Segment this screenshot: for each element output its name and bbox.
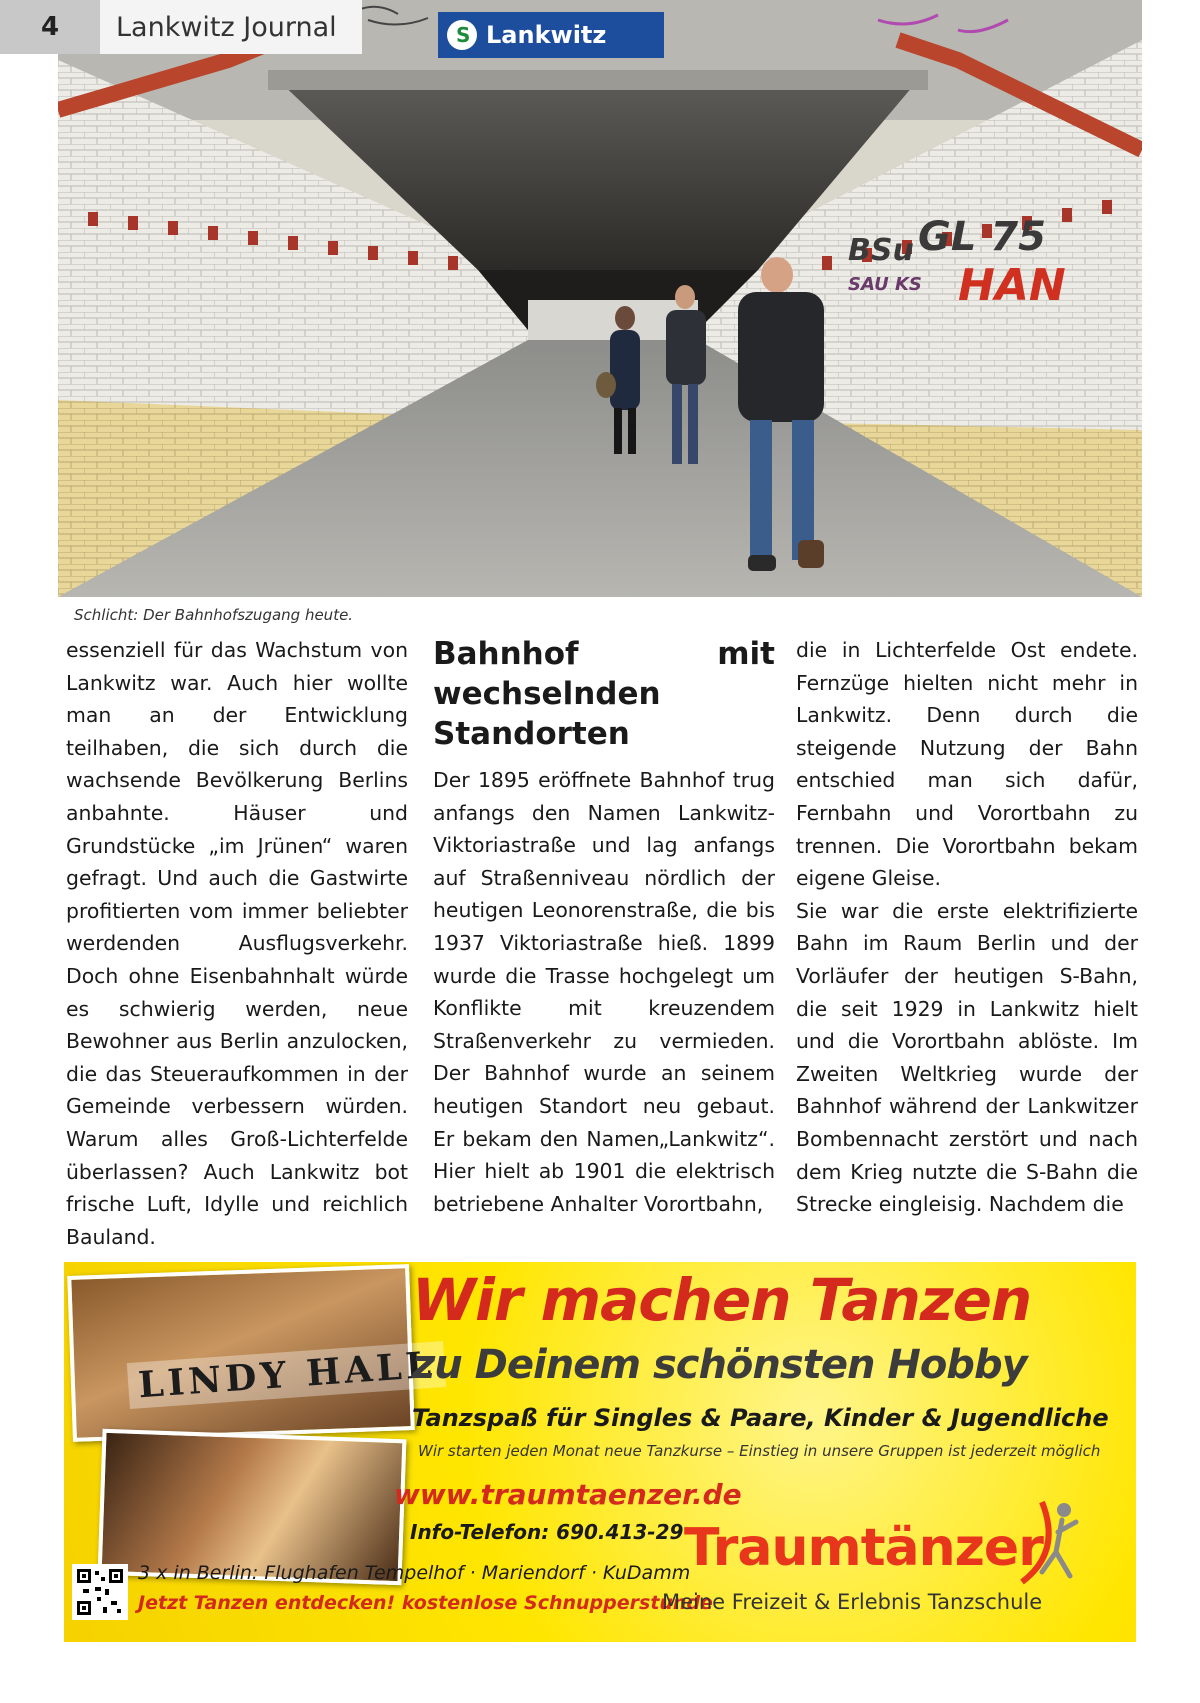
ad-tagline: Tanzspaß für Singles & Paare, Kinder & Jugendliche xyxy=(412,1404,1109,1432)
ad-info-text: Wir starten jeden Monat neue Tanzkurse – Einstieg in unsere Gruppen ist jederzeit möglich xyxy=(418,1442,1101,1460)
ad-locations: 3 x in Berlin: Flughafen Tempelhof · Mariendorf · KuDamm xyxy=(138,1562,691,1584)
station-sign: Lankwitz xyxy=(486,21,607,49)
ad-subheadline: zu Deinem schönsten Hobby xyxy=(412,1342,1027,1388)
traumtaenzer-slogan: Meine Freizeit & Erlebnis Tanzschule xyxy=(662,1590,1043,1614)
svg-text:BSu: BSu xyxy=(848,233,914,268)
svg-text:HAN: HAN xyxy=(958,260,1066,311)
dance-school-ad xyxy=(64,1262,1136,1642)
ad-call-to-action: Jetzt Tanzen entdecken! kostenlose Schnupperstunde xyxy=(138,1592,713,1614)
lindy-hall-logo: LINDY HALL xyxy=(127,1341,447,1409)
ad-phone: Info-Telefon: 690.413-29 xyxy=(410,1520,684,1544)
article-paragraph: Sie war die erste elektrifizierte Bahn im Raum Berlin und der Vorläufer der heutigen S-Bahn, die seit 1929 in Lankwitz hielt und die Vorortbahn ablöste. Im Zweiten Weltkrieg wurde der Bahnhof während der Lankwitzer Bombennacht zerstört und nach dem Krieg nutzte die S-Bahn die Strecke eingleisig. Nachdem die xyxy=(796,898,1138,1217)
qr-code-icon xyxy=(72,1564,128,1620)
photo-caption: Schlicht: Der Bahnhofszugang heute. xyxy=(74,606,354,624)
traumtaenzer-logo: Traumtänzer xyxy=(684,1518,1043,1578)
svg-text:S: S xyxy=(456,23,471,47)
section-heading: Bahnhof mit wechselnden Standorten xyxy=(433,636,775,752)
svg-text:GL 75: GL 75 xyxy=(918,214,1046,260)
article-column-2 xyxy=(433,634,775,1220)
article-paragraph: Der 1895 eröffnete Bahnhof trug anfangs den Namen Lankwitz-Viktoriastraße und lag anfangs auf Straßenniveau nördlich der heutigen Leonorenstraße, die bis 1937 Viktoriastraße hieß. 1899 wurde die Trasse hochgelegt um Konflikte mit kreuzendem Straßenverkehr zu vermieden. Der Bahnhof wurde an seinem heutigen Standort neu gebaut. Er bekam den Namen„Lankwitz“. Hier hielt ab 1901 die elektrisch betriebene Anhalter Vorortbahn, xyxy=(433,768,775,1216)
article-paragraph: essenziell für das Wachstum von Lankwitz war. Auch hier wollte man an der Entwicklung teilhaben, die sich durch die wachsende Bevölkerung Berlins anbahnte. Häuser und Grundstücke „im Jrünen“ waren gefragt. Und auch die Gastwirte profitierten vom immer beliebter werdenden Ausflugsverkehr. Doch ohne Eisenbahnhalt würde es schwierig werden, neue Bewohner aus Berlin anzulocken, die das Steueraufkommen in der Gemeinde verbessern würden. Warum alles Groß-Lichterfelde überlassen? Auch Lankwitz bot frische Luft, Idylle und reichlich Bauland. xyxy=(66,638,408,1249)
article-paragraph: die in Lichterfelde Ost endete. Fernzüge hielten nicht mehr in Lankwitz. Denn durch die steigende Nutzung der Bahn entschied man sich dafür, Fernbahn und Vorortbahn zu trennen. Die Vorortbahn bekam eigene Gleise. xyxy=(796,638,1138,891)
svg-text:SAU KS: SAU KS xyxy=(848,274,922,295)
journal-title: Lankwitz Journal xyxy=(100,0,362,54)
ad-website-link[interactable]: www.traumtaenzer.de xyxy=(394,1478,742,1511)
underpass-photo xyxy=(58,0,1142,597)
article-column-1 xyxy=(66,634,408,1253)
page-number: 4 xyxy=(0,0,100,54)
article-column-3 xyxy=(796,634,1138,1221)
ad-headline: Wir machen Tanzen xyxy=(412,1266,1032,1334)
dancer-figure-icon xyxy=(1012,1492,1092,1592)
